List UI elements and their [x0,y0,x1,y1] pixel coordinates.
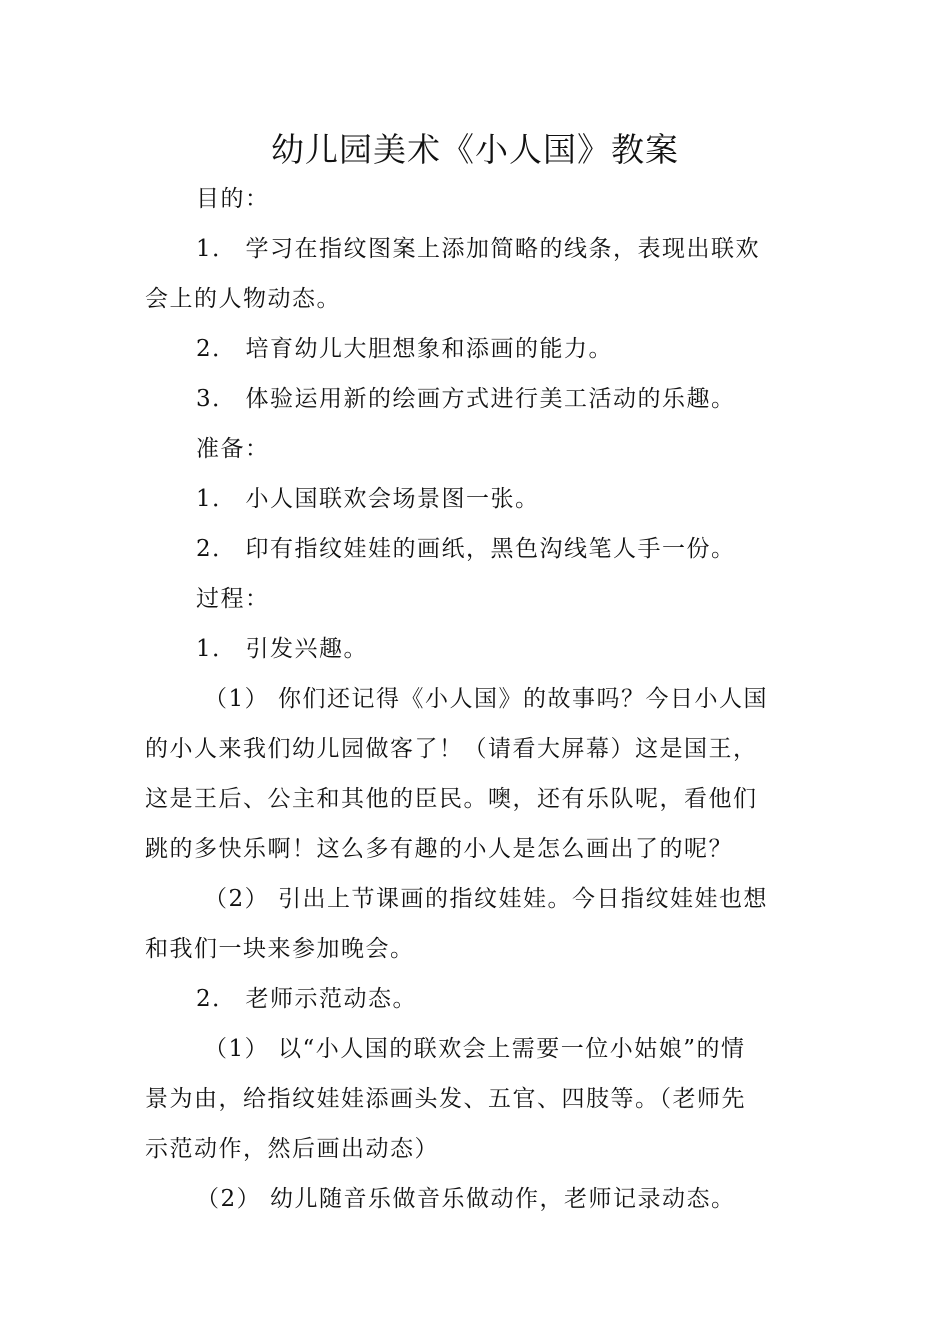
text-line: （2） 幼儿随音乐做音乐做动作，老师记录动态。 [196,1186,736,1212]
document-title: 幼儿园美术《小人国》教案 [271,130,679,169]
text-line: 1． 学习在指纹图案上添加简略的线条，表现出联欢 [196,236,760,262]
text-line: （1） 以“小人国的联欢会上需要一位小姑娘”的情 [204,1036,746,1062]
text-line: 目的： [196,186,270,212]
text-line: 跳的多快乐啊！这么多有趣的小人是怎么画出了的呢？ [145,836,733,862]
text-line: 3． 体验运用新的绘画方式进行美工活动的乐趣。 [196,386,736,412]
text-line: 会上的人物动态。 [145,286,341,312]
text-line: 1． 小人国联欢会场景图一张。 [196,486,540,512]
text-line: 和我们一块来参加晚会。 [145,936,415,962]
text-line: （1） 你们还记得《小人国》的故事吗？今日小人国 [204,686,768,712]
text-line: 景为由，给指纹娃娃添画头发、五官、四肢等。（老师先 [145,1086,746,1112]
text-line: 的小人来我们幼儿园做客了！（请看大屏幕）这是国王， [145,736,758,762]
text-line: 过程： [196,586,270,612]
text-line: 2． 印有指纹娃娃的画纸，黑色沟线笔人手一份。 [196,536,736,562]
text-line: 2． 老师示范动态。 [196,986,417,1012]
text-line: （2） 引出上节课画的指纹娃娃。今日指纹娃娃也想 [204,886,768,912]
text-line: 2． 培育幼儿大胆想象和添画的能力。 [196,336,613,362]
text-line: 准备： [196,436,270,462]
text-line: 示范动作，然后画出动态） [145,1136,439,1162]
text-line: 这是王后、公主和其他的臣民。噢，还有乐队呢，看他们 [145,786,758,812]
text-line: 1． 引发兴趣。 [196,636,368,662]
